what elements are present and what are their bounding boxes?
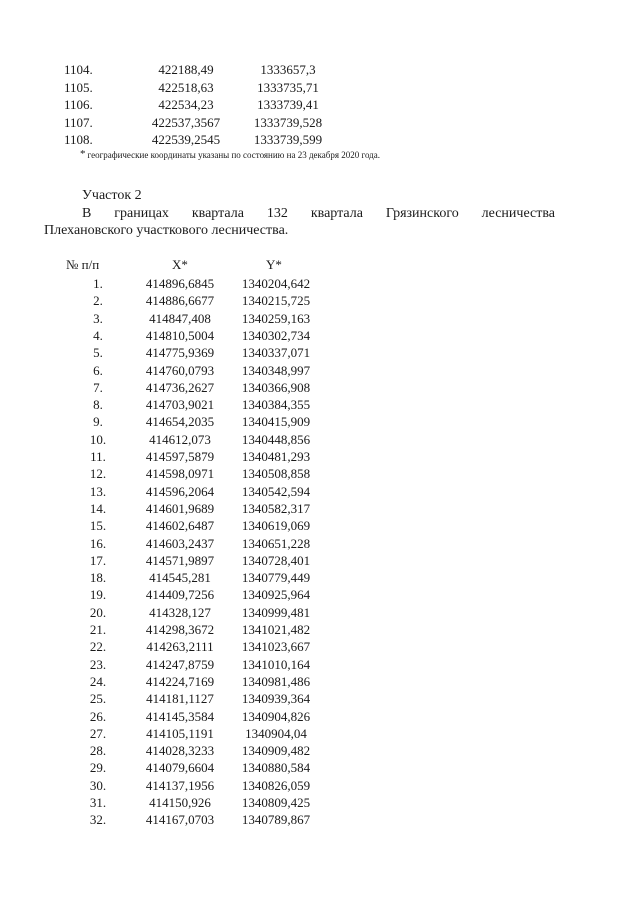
cell-x: 414603,2437 — [145, 535, 215, 551]
cell-number: 29. — [89, 760, 107, 776]
cell-y: 1340789,867 — [241, 812, 311, 828]
cell-x: 422518,63 — [158, 79, 214, 95]
cell-x: 414775,9369 — [145, 345, 215, 361]
cell-x: 414886,6677 — [145, 293, 215, 309]
cell-y: 1340215,725 — [241, 293, 311, 309]
cell-y: 1340542,594 — [241, 483, 311, 499]
cell-y: 1340302,734 — [241, 327, 311, 343]
cell-number: 28. — [89, 743, 107, 759]
cell-x: 414810,5004 — [145, 327, 215, 343]
cell-number: 21. — [89, 622, 107, 637]
cell-y: 1340337,071 — [241, 345, 311, 361]
cell-x: 422537,3567 — [151, 114, 221, 130]
cell-x: 414545,281 — [149, 570, 211, 586]
cell-number: 19. — [89, 587, 107, 603]
cell-y: 1340204,642 — [241, 276, 311, 291]
cell-y: 1340904,826 — [241, 708, 311, 724]
cell-number: 7. — [93, 379, 103, 395]
cell-number: 1. — [93, 276, 103, 291]
cell-number: 2. — [93, 293, 103, 309]
cell-number: 11. — [90, 449, 106, 464]
cell-y: 1340582,317 — [241, 500, 311, 516]
cell-y: 1340981,486 — [241, 673, 311, 689]
cell-x: 414598,0971 — [145, 466, 215, 482]
header-number: № п/п — [66, 257, 100, 272]
cell-number: 30. — [89, 777, 107, 793]
section-description-line-1: В границах квартала 132 квартала Грязинского лесничества — [82, 206, 555, 221]
cell-number: 22. — [89, 639, 107, 655]
cell-y: 1340259,163 — [241, 310, 311, 326]
cell-y: 1333739,41 — [257, 97, 319, 112]
cell-number: 13. — [89, 483, 107, 499]
cell-x: 414247,8759 — [145, 656, 215, 672]
cell-x: 414847,408 — [149, 310, 211, 326]
cell-y: 1340999,481 — [241, 604, 311, 620]
cell-y: 1333739,599 — [253, 132, 323, 147]
cell-y: 1340925,964 — [241, 587, 311, 603]
cell-y: 1333735,71 — [257, 79, 319, 95]
cell-number: 20. — [89, 604, 107, 620]
cell-y: 1341021,482 — [241, 622, 311, 637]
cell-x: 414896,6845 — [145, 276, 215, 291]
cell-number: 6. — [93, 362, 103, 378]
cell-x: 414137,1956 — [145, 777, 215, 793]
cell-x: 414298,3672 — [145, 622, 215, 637]
cell-number: 15. — [89, 518, 107, 534]
footnote-text: географические координаты указаны по состоянию на 23 декабря 2020 года. — [87, 150, 381, 160]
cell-x: 414596,2064 — [145, 483, 215, 499]
cell-y: 1340415,909 — [241, 414, 311, 430]
cell-number: 32. — [89, 812, 107, 828]
cell-number: 14. — [89, 500, 107, 516]
cell-number: 5. — [93, 345, 103, 361]
cell-y: 1340826,059 — [241, 777, 311, 793]
cell-number: 12. — [89, 466, 107, 482]
cell-number: 1106. — [64, 97, 93, 112]
cell-number: 4. — [93, 327, 103, 343]
cell-number: 31. — [89, 795, 107, 810]
cell-x: 414760,0793 — [145, 362, 215, 378]
cell-x: 414409,7256 — [145, 587, 215, 603]
cell-y: 1341010,164 — [241, 656, 311, 672]
header-x: X* — [172, 257, 188, 272]
cell-y: 1341023,667 — [241, 639, 311, 655]
cell-number: 1104. — [64, 62, 93, 77]
cell-y: 1340651,228 — [241, 535, 311, 551]
cell-number: 24. — [89, 673, 107, 689]
cell-y: 1340448,856 — [241, 431, 311, 447]
cell-number: 8. — [93, 397, 103, 413]
cell-x: 414571,9897 — [145, 552, 215, 568]
cell-x: 414079,6604 — [145, 760, 215, 776]
cell-y: 1340508,858 — [241, 466, 311, 482]
cell-y: 1340728,401 — [241, 552, 311, 568]
cell-number: 25. — [89, 691, 107, 707]
cell-number: 1107. — [64, 114, 93, 130]
cell-y: 1340366,908 — [241, 379, 311, 395]
footnote-mark: * — [80, 148, 86, 160]
cell-number: 10. — [89, 431, 107, 447]
cell-x: 414028,3233 — [145, 743, 215, 759]
coordinates-table-header — [0, 257, 640, 273]
cell-y: 1340619,069 — [241, 518, 311, 534]
cell-x: 422534,23 — [158, 97, 214, 112]
cell-number: 17. — [89, 552, 107, 568]
cell-y: 1340809,425 — [241, 795, 311, 810]
cell-x: 414328,127 — [149, 604, 211, 620]
section-description-line-2: Плехановского участкового лесничества. — [44, 223, 289, 238]
cell-y: 1340904,04 — [245, 725, 307, 741]
cell-x: 414654,2035 — [145, 414, 215, 430]
cell-x: 414263,2111 — [146, 639, 214, 655]
cell-x: 414145,3584 — [145, 708, 215, 724]
cell-x: 414612,073 — [149, 431, 211, 447]
cell-x: 414602,6487 — [145, 518, 215, 534]
cell-x: 414597,5879 — [145, 449, 215, 464]
cell-y: 1340779,449 — [241, 570, 311, 586]
cell-x: 422188,49 — [158, 62, 214, 77]
cell-number: 27. — [89, 725, 107, 741]
cell-x: 414105,1191 — [146, 725, 214, 741]
cell-x: 414150,926 — [149, 795, 211, 810]
cell-number: 18. — [89, 570, 107, 586]
cell-x: 414181,1127 — [146, 691, 214, 707]
cell-x: 414224,7169 — [145, 673, 215, 689]
cell-number: 1105. — [64, 79, 93, 95]
cell-y: 1340348,997 — [241, 362, 311, 378]
cell-y: 1340939,364 — [241, 691, 311, 707]
cell-x: 414736,2627 — [145, 379, 215, 395]
cell-number: 9. — [93, 414, 103, 430]
header-y: Y* — [266, 257, 282, 272]
cell-y: 1340909,482 — [241, 743, 311, 759]
cell-number: 16. — [89, 535, 107, 551]
cell-x: 414167,0703 — [145, 812, 215, 828]
cell-number: 3. — [93, 310, 103, 326]
cell-x: 414601,9689 — [145, 500, 215, 516]
cell-y: 1340384,355 — [241, 397, 311, 413]
section-description — [44, 205, 555, 239]
cell-x: 414703,9021 — [145, 397, 215, 413]
cell-y: 1333739,528 — [253, 114, 323, 130]
section-title: Участок 2 — [82, 188, 142, 203]
cell-y: 1333657,3 — [260, 62, 316, 77]
cell-y: 1340880,584 — [241, 760, 311, 776]
cell-x: 422539,2545 — [151, 132, 221, 147]
cell-number: 26. — [89, 708, 107, 724]
cell-number: 1108. — [64, 132, 93, 147]
footnote — [80, 148, 380, 161]
cell-number: 23. — [89, 656, 107, 672]
cell-y: 1340481,293 — [241, 449, 311, 464]
